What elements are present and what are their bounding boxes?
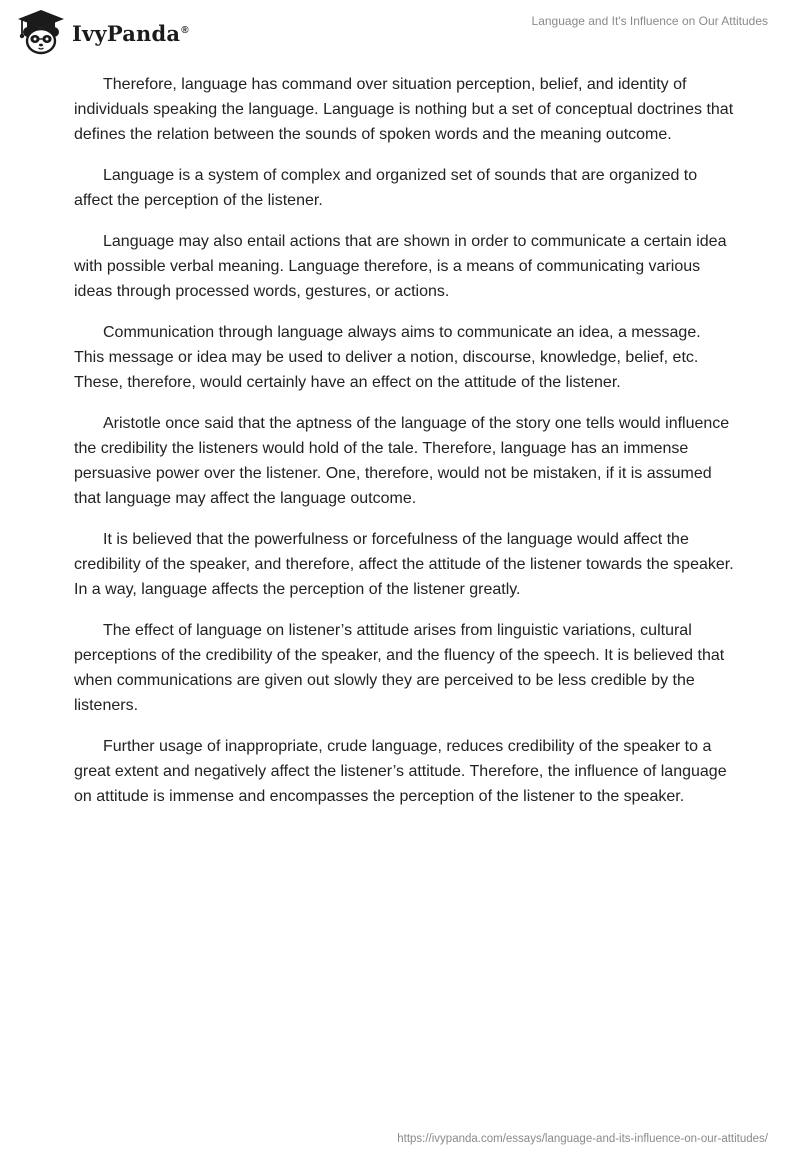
paragraph: It is believed that the powerfulness or forcefulness of the language would affect the credibility of the speaker, and therefore, affect the attitude of the listener towards the speaker. In a way, language affects the perception of the listener greatly. xyxy=(74,531,734,598)
paragraph: Further usage of inappropriate, crude language, reduces credibility of the speaker to a great extent and negatively affect the listener’s attitude. Therefore, the influence of language on attitude is immense and encompasses the perception of the listener to the speaker. xyxy=(74,738,727,805)
panda-graduate-icon xyxy=(14,8,68,56)
paragraph: Language may also entail actions that are shown in order to communicate a certain idea with possible verbal meaning. Language therefore, is a means of communicating various ideas through processed words, gestures, or actions. xyxy=(74,233,727,300)
paragraph: The effect of language on listener’s attitude arises from linguistic variations, cultural perceptions of the credibility of the speaker, and the fluency of the speech. It is believed that when communications are given out slowly they are perceived to be less credible by the listeners. xyxy=(74,622,725,714)
ivypanda-logo[interactable] xyxy=(14,8,189,56)
paragraph: Aristotle once said that the aptness of the language of the story one tells would influence the credibility the listeners would hold of the tale. Therefore, language has an immense persuasive power over the listener. One, therefore, would not be mistaken, if it is assumed that language may affect the language outcome. xyxy=(74,415,730,507)
paragraph: Therefore, language has command over situation perception, belief, and identity of individuals speaking the language. Language is nothing but a set of conceptual doctrines that defines the relation between the sounds of spoken words and the meaning outcome. xyxy=(74,76,734,143)
registered-mark: ® xyxy=(181,24,189,36)
source-url[interactable]: https://ivypanda.com/essays/language-and-its-influence-on-our-attitudes/ xyxy=(397,1133,768,1145)
essay-body xyxy=(74,72,734,825)
page-header xyxy=(0,0,800,60)
paragraph: Communication through language always aims to communicate an idea, a message. This message or idea may be used to deliver a notion, discourse, knowledge, belief, etc. These, therefore, would certainly have an effect on the attitude of the listener. xyxy=(74,324,701,391)
document-title: Language and It's Influence on Our Attitudes xyxy=(531,14,768,28)
paragraph: Language is a system of complex and organized set of sounds that are organized to affect the perception of the listener. xyxy=(74,167,698,209)
brand-name: IvyPanda® xyxy=(72,20,189,46)
